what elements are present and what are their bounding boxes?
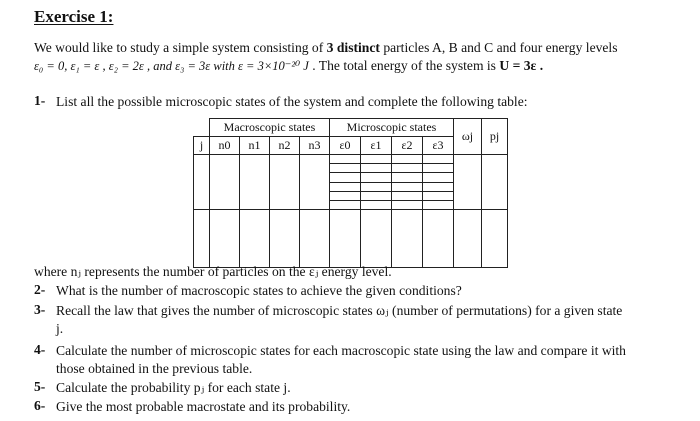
col-n2: n2	[270, 137, 300, 155]
question-text: Give the most probable macrostate and its probability.	[56, 399, 351, 414]
question-text: Calculate the probability pⱼ for each state j.	[56, 380, 291, 395]
where-note: where nⱼ represents the number of particles on the εⱼ energy level.	[34, 264, 392, 279]
intro-text-a: We would like to study a simple system consisting of	[34, 40, 327, 55]
question-number: 2-	[34, 282, 46, 297]
question-number: 6-	[34, 398, 46, 413]
intro-text-b: particles A, B and C and four energy levels	[379, 40, 618, 55]
question-text-cont: j.	[56, 321, 64, 336]
col-e0: ε0	[330, 137, 361, 155]
corner-cell	[194, 119, 210, 137]
question-1-number: 1-	[34, 93, 46, 108]
col-n0: n0	[210, 137, 240, 155]
intro-bold: 3 distinct	[326, 40, 380, 55]
col-e1: ε1	[361, 137, 392, 155]
question-1-text: List all the possible microscopic states of the system and complete the following table:	[56, 94, 528, 109]
question-number: 5-	[34, 379, 46, 394]
col-n1: n1	[240, 137, 270, 155]
intro-text-c: . The total energy of the system is	[308, 58, 500, 73]
exercise-title: Exercise 1:	[34, 7, 114, 26]
states-table	[193, 118, 508, 268]
energy-levels-equation: ε₀ = 0, ε₁ = ε , ε₂ = 2ε , and ε₃ = 3ε with ε = 3×10⁻²⁰ J	[34, 59, 309, 73]
macro-header: Macroscopic states	[210, 119, 330, 137]
question-text-cont: those obtained in the previous table.	[56, 361, 253, 376]
col-j: j	[194, 137, 210, 155]
col-n3: n3	[300, 137, 330, 155]
intro-line-1	[34, 39, 618, 56]
question-text: What is the number of macroscopic states to achieve the given conditions?	[56, 283, 462, 298]
col-e2: ε2	[392, 137, 423, 155]
p-header: pj	[482, 119, 508, 155]
table-row	[194, 155, 508, 210]
question-text: Calculate the number of microscopic states for each macroscopic state using the law and compare it with	[56, 343, 626, 358]
col-e3: ε3	[423, 137, 454, 155]
omega-header: ωj	[454, 119, 482, 155]
intro-line-2	[34, 57, 543, 75]
question-number: 3-	[34, 302, 46, 317]
micro-header: Microscopic states	[330, 119, 454, 137]
table-row	[194, 210, 508, 268]
question-text: Recall the law that gives the number of microscopic states ωⱼ (number of permutations) for a given state	[56, 303, 623, 318]
total-energy: U = 3ε .	[499, 58, 544, 73]
question-number: 4-	[34, 342, 46, 357]
